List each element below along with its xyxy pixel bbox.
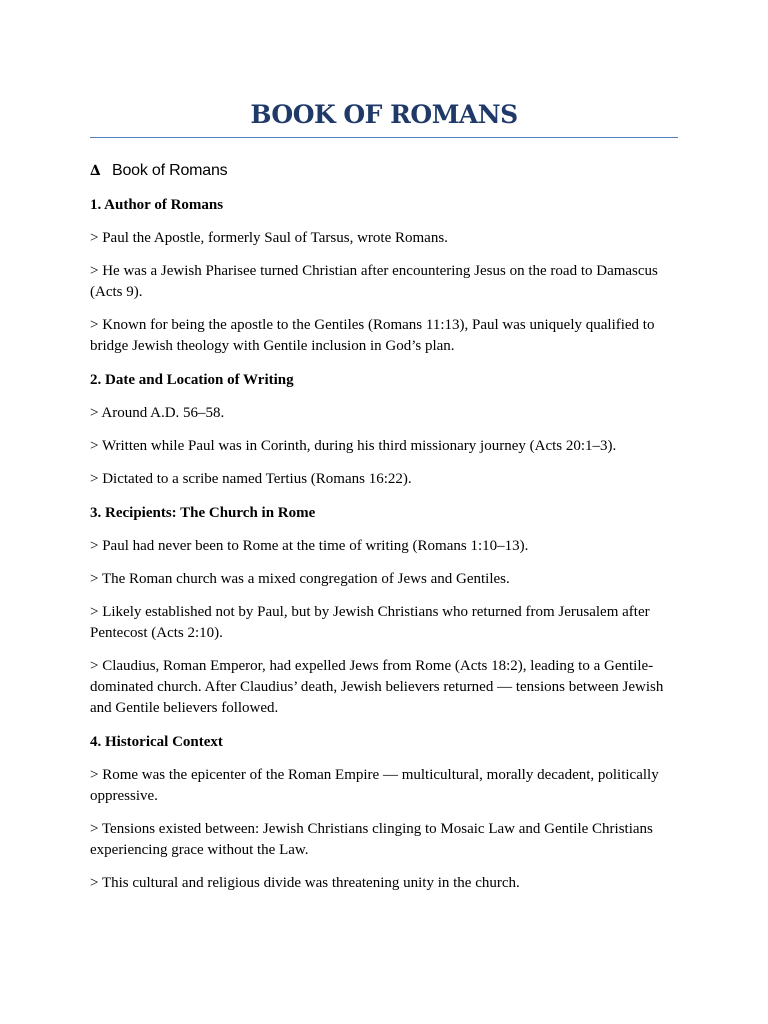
document-title: BOOK OF ROMANS	[250, 100, 518, 129]
section-heading	[90, 160, 678, 182]
paragraph: > Tensions existed between: Jewish Christians clinging to Mosaic Law and Gentile Christians experiencing grace without the Law.	[90, 821, 653, 858]
subsection-heading: 1. Author of Romans	[90, 197, 224, 213]
subsection-heading: 2. Date and Location of Writing	[90, 372, 294, 388]
paragraph: > Written while Paul was in Corinth, during his third missionary journey (Acts 20:1–3).	[90, 438, 617, 454]
paragraph: > Likely established not by Paul, but by Jewish Christians who returned from Jerusalem after Pentecost (Acts 2:10).	[90, 604, 650, 641]
paragraph: > The Roman church was a mixed congregation of Jews and Gentiles.	[90, 571, 510, 587]
section-author	[90, 195, 678, 357]
paragraph: > Rome was the epicenter of the Roman Empire — multicultural, morally decadent, politically oppressive.	[90, 767, 659, 804]
paragraph: > Paul had never been to Rome at the time of writing (Romans 1:10–13).	[90, 538, 529, 554]
paragraph: > Dictated to a scribe named Tertius (Romans 16:22).	[90, 471, 412, 487]
paragraph: > He was a Jewish Pharisee turned Christian after encountering Jesus on the road to Damascus (Acts 9).	[90, 263, 658, 300]
paragraph: > This cultural and religious divide was threatening unity in the church.	[90, 875, 520, 891]
paragraph: > Paul the Apostle, formerly Saul of Tarsus, wrote Romans.	[90, 230, 448, 246]
paragraph: > Known for being the apostle to the Gentiles (Romans 11:13), Paul was uniquely qualified to bridge Jewish theology with Gentile inclusion in God’s plan.	[90, 317, 655, 354]
paragraph: > Claudius, Roman Emperor, had expelled Jews from Rome (Acts 18:2), leading to a Gentile-dominated church. After Claudius’ death, Jewish believers returned — tensions between Jewish and Gentile believers followed.	[90, 658, 664, 716]
section-recipients	[90, 503, 678, 719]
section-date-location	[90, 370, 678, 490]
title-divider	[90, 137, 678, 138]
delta-icon: ∆	[90, 163, 101, 179]
section-historical-context	[90, 732, 678, 894]
section-heading-label: Book of Romans	[112, 162, 228, 179]
document-page	[90, 96, 678, 894]
paragraph: > Around A.D. 56–58.	[90, 405, 225, 421]
subsection-heading: 4. Historical Context	[90, 734, 223, 750]
subsection-heading: 3. Recipients: The Church in Rome	[90, 505, 316, 521]
